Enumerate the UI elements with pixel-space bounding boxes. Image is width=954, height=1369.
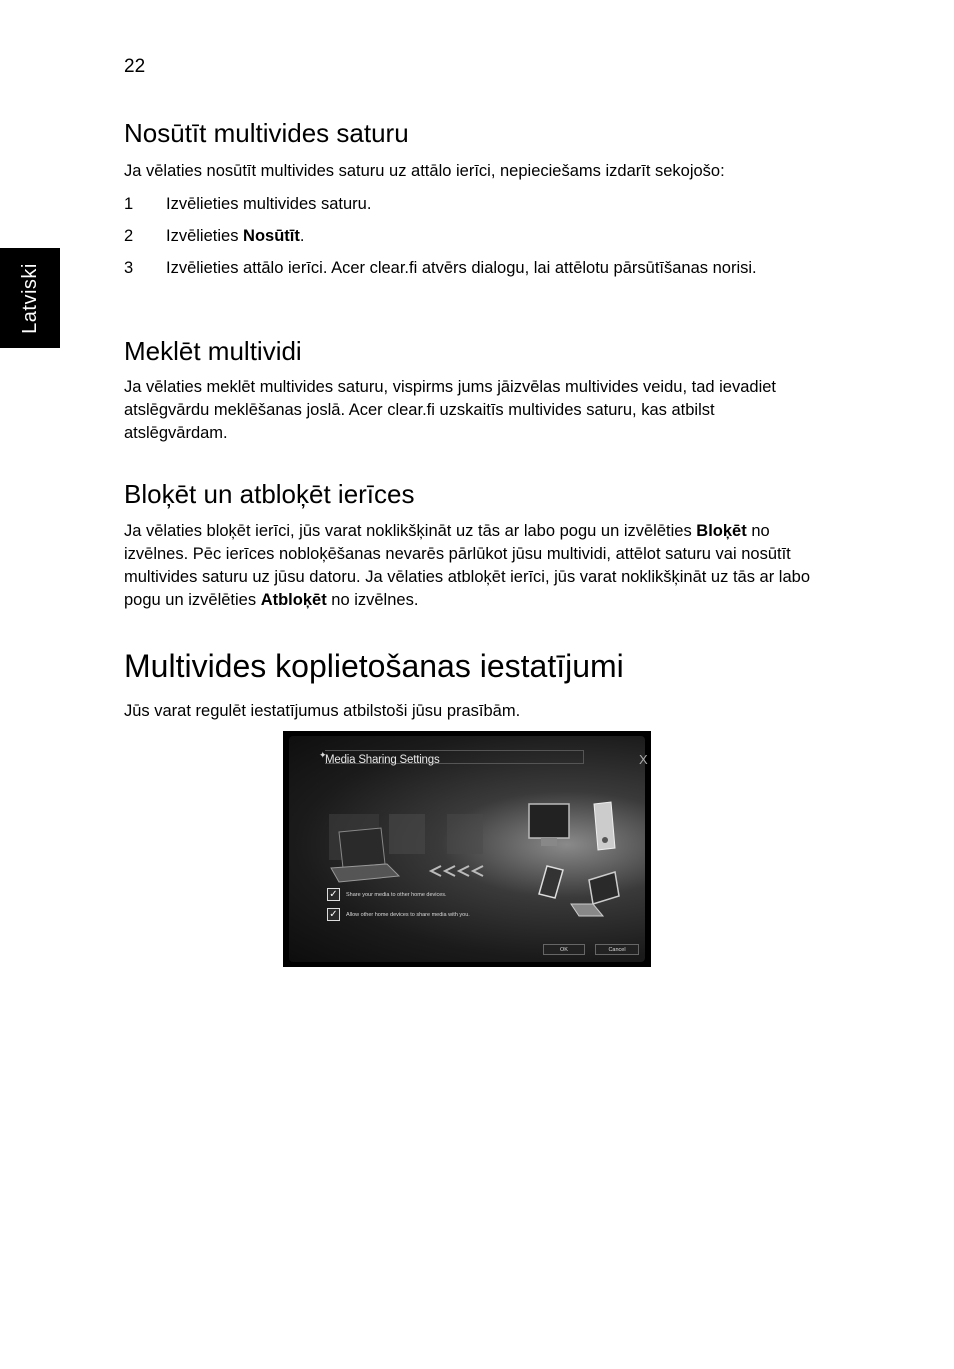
language-side-tab — [0, 248, 60, 348]
media-thumb-2 — [389, 814, 425, 854]
send-command: Nosūtīt — [243, 227, 300, 245]
side-tab-label: Latviski — [18, 262, 41, 334]
block-text-2: no izvēlnes. Pēc ierīces nobloķēšanas nevarēs pārlūkot jūsu multividi, attēlot saturu vai nosūtīt multivides saturu uz jūsu datoru. Ja vēlaties atbloķēt ierīci, jūs varat noklikšķināt uz tās ar labo pogu un izvēlēties — [124, 522, 810, 609]
monitor-icon — [529, 804, 569, 846]
ok-button[interactable]: OK — [543, 944, 585, 955]
allow-sharing-checkbox[interactable]: ✓ — [327, 908, 340, 921]
page-number: 22 — [124, 56, 146, 77]
share-media-option[interactable] — [327, 888, 447, 901]
allow-sharing-label: Allow other home devices to share media with you. — [346, 911, 470, 918]
section-heading-send: Nosūtīt multivides saturu — [124, 118, 409, 148]
section-heading-block: Bloķēt un atbloķēt ierīces — [124, 479, 415, 509]
step-text — [166, 225, 806, 248]
share-media-checkbox[interactable]: ✓ — [327, 888, 340, 901]
block-text-3: no izvēlnes. — [326, 591, 419, 609]
section-heading-settings: Multivides koplietošanas iestatījumi — [124, 648, 624, 684]
share-media-label: Share your media to other home devices. — [346, 891, 447, 898]
block-command: Bloķēt — [696, 522, 747, 540]
sparkle-icon: ✦ — [319, 750, 327, 760]
cancel-button[interactable]: Cancel — [595, 944, 639, 955]
step-text-before: Izvēlieties — [166, 227, 244, 245]
step-text-after: . — [299, 227, 305, 245]
netbook-icon — [571, 872, 619, 916]
media-sharing-screenshot — [283, 731, 651, 967]
arrows-icon — [431, 866, 483, 876]
step-text: Izvēlieties multivides saturu. — [166, 195, 372, 213]
step-number: 2 — [124, 227, 134, 245]
step-number: 3 — [124, 259, 134, 277]
section-heading-search: Meklēt multividi — [124, 336, 302, 366]
send-intro: Ja vēlaties nosūtīt multivides saturu uz attālo ierīci, nepieciešams izdarīt sekojošo: — [124, 162, 725, 180]
media-sharing-dialog — [289, 736, 648, 962]
phone-icon — [539, 866, 563, 898]
dialog-title: Media Sharing Settings — [325, 754, 440, 766]
tower-pc-icon — [594, 802, 615, 850]
unblock-command: Atbloķēt — [260, 591, 327, 609]
step-text: Izvēlieties attālo ierīci. Acer clear.fi atvērs dialogu, lai attēlotu pārsūtīšanas norisi. — [166, 259, 757, 277]
media-thumb-3 — [447, 814, 483, 854]
devices-illustration — [289, 736, 645, 962]
laptop-icon — [331, 828, 399, 882]
allow-sharing-option[interactable] — [327, 908, 470, 921]
search-body: Ja vēlaties meklēt multivides saturu, vispirms jums jāizvēlas multivides veidu, tad ievadiet atslēgvārdu meklēšanas joslā. Acer clear.fi uzskaitīs multivides saturu, kas atbilst atslēgvārdam. — [124, 378, 776, 442]
step-number: 1 — [124, 195, 134, 213]
block-text-1: Ja vēlaties bloķēt ierīci, jūs varat noklikšķināt uz tās ar labo pogu un izvēlēties — [124, 522, 697, 540]
close-icon[interactable]: X — [639, 752, 648, 767]
block-body — [124, 520, 814, 612]
settings-body: Jūs varat regulēt iestatījumus atbilstoši jūsu prasībām. — [124, 702, 521, 720]
